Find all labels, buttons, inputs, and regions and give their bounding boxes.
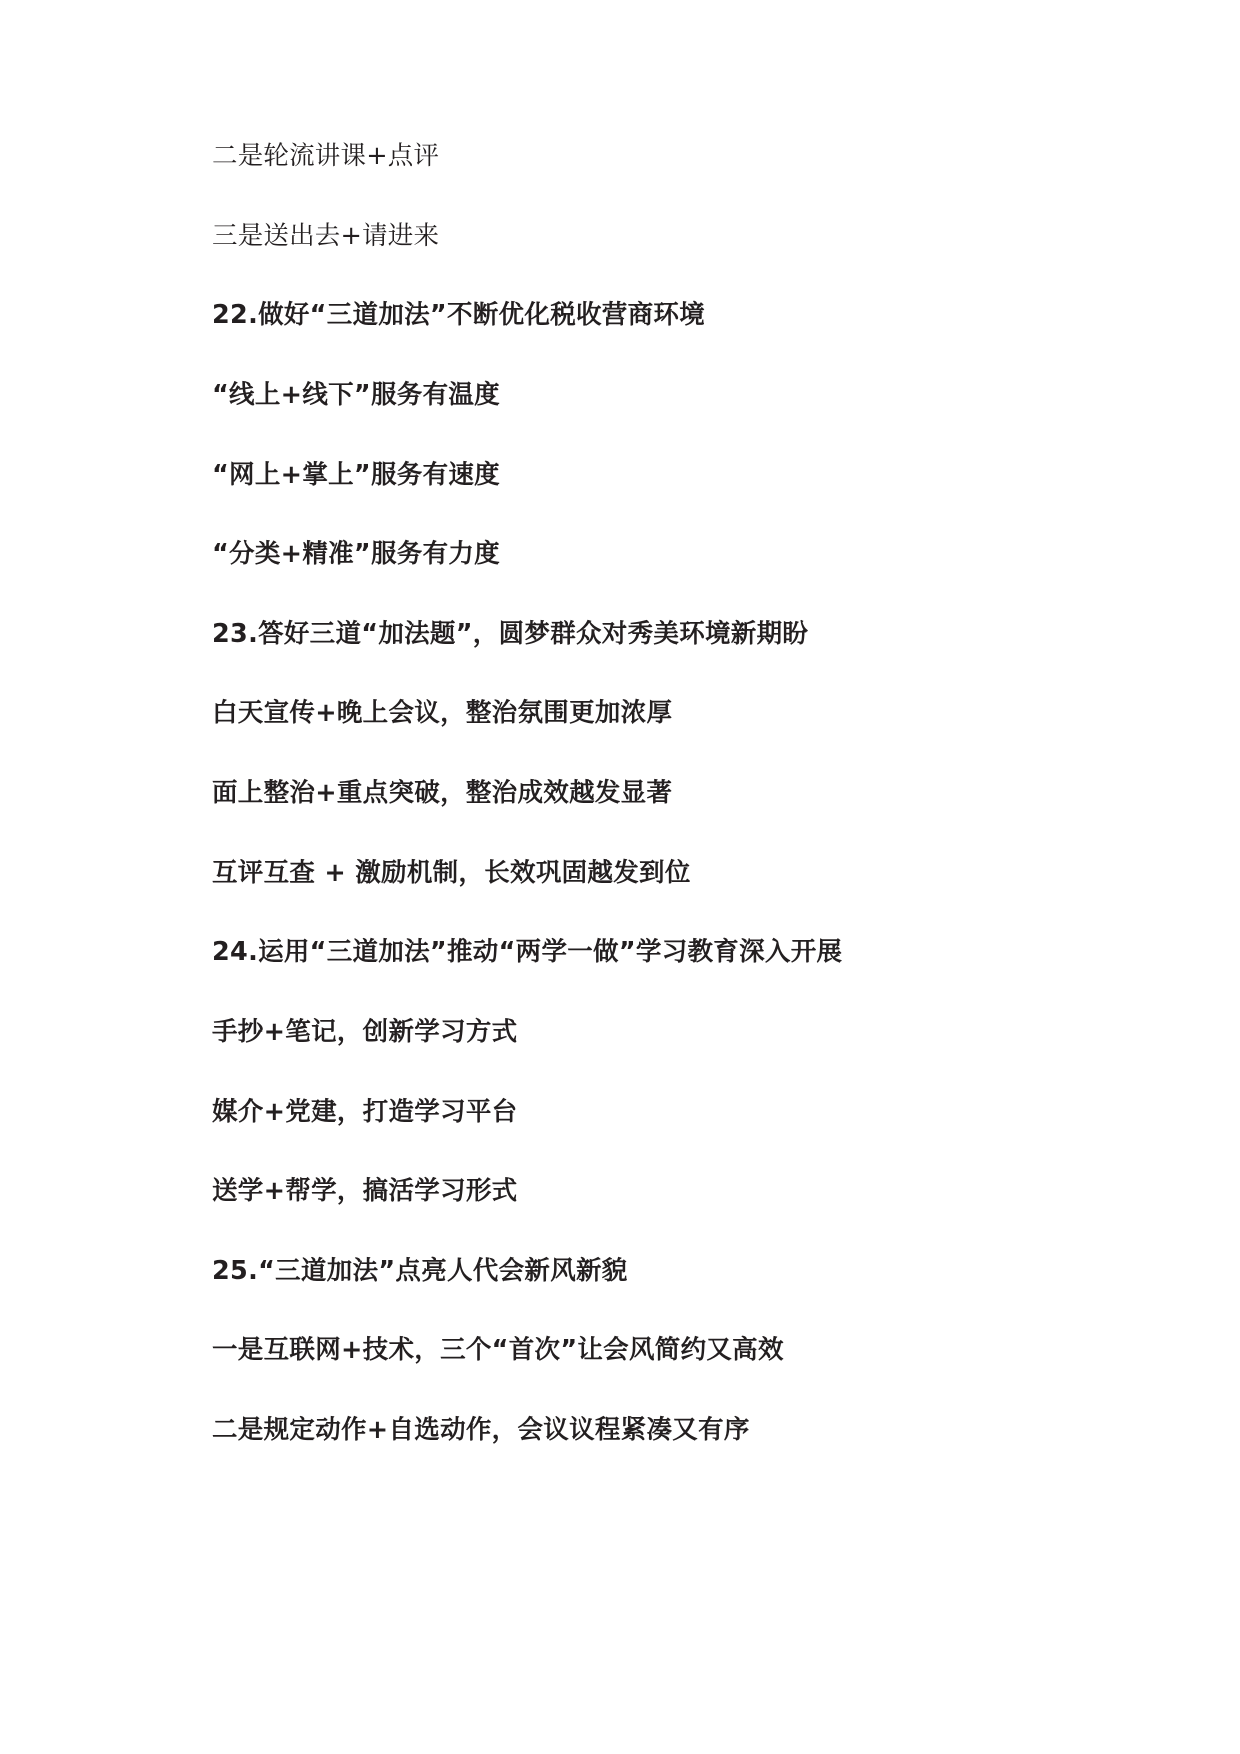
document-heading-paragraph: 互评互查 + 激励机制，长效巩固越发到位: [212, 857, 691, 888]
document-heading-paragraph: 一是互联网+技术，三个“首次”让会风简约又高效: [212, 1335, 784, 1366]
document-heading-paragraph: 媒介+党建，打造学习平台: [212, 1096, 518, 1127]
document-heading-paragraph: 24.运用“三道加法”推动“两学一做”学习教育深入开展: [212, 937, 843, 968]
document-heading-paragraph: 手抄+笔记，创新学习方式: [212, 1016, 518, 1047]
document-body: [212, 140, 1040, 1447]
document-heading-paragraph: “网上+掌上”服务有速度: [212, 459, 500, 490]
document-heading-paragraph: “分类+精准”服务有力度: [212, 539, 500, 570]
document-heading-paragraph: 23.答好三道“加法题”，圆梦群众对秀美环境新期盼: [212, 618, 809, 649]
document-heading-paragraph: 22.做好“三道加法”不断优化税收营商环境: [212, 300, 705, 331]
document-heading-paragraph: 送学+帮学，搞活学习形式: [212, 1176, 518, 1207]
document-heading-paragraph: 25.“三道加法”点亮人代会新风新貌: [212, 1255, 628, 1286]
document-paragraph: 三是送出去+请进来: [212, 220, 440, 251]
document-heading-paragraph: 面上整治+重点突破，整治成效越发显著: [212, 778, 673, 808]
document-heading-paragraph: “线上+线下”服务有温度: [212, 379, 500, 410]
document-heading-paragraph: 二是规定动作+自选动作，会议议程紧凑又有序: [212, 1415, 750, 1445]
document-paragraph: 二是轮流讲课+点评: [212, 141, 440, 171]
document-heading-paragraph: 白天宣传+晚上会议，整治氛围更加浓厚: [212, 698, 673, 729]
